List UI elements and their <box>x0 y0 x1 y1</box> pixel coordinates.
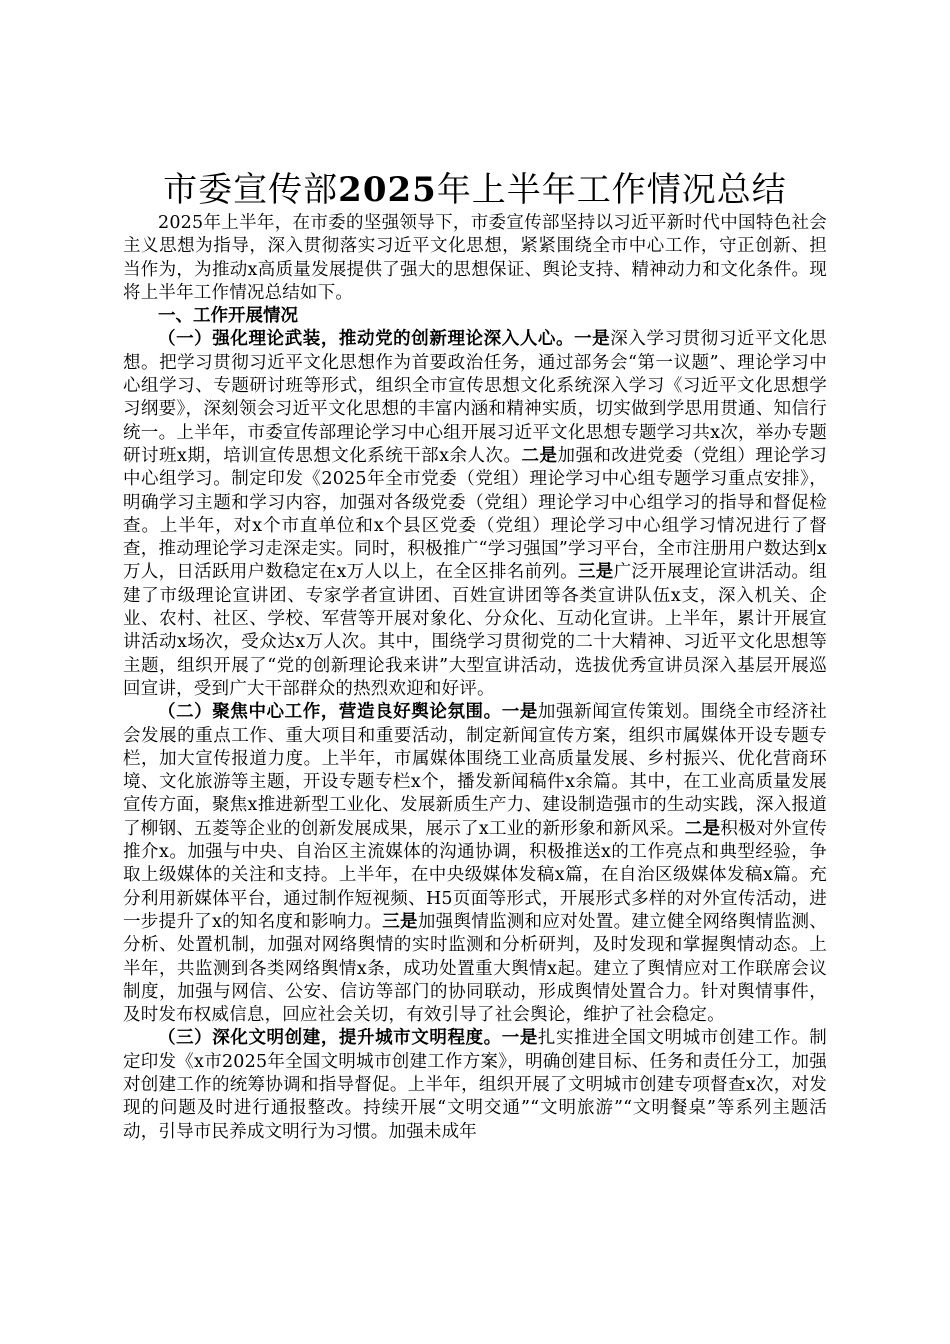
subsection-1-text-2: 加强和改进党委（党组）理论学习中心组学习。制定印发《2025年全市党委（党组）理论学习中心组专题学习重点安排》，明确学习主题和学习内容，加强对各级党委（党组）理论学习中心组学习的指导和督促检查。上半年，对x个市直单位和x个县区党委（党组）理论学习中心组学习情况进行了督查，推动理论学习走深走实。同时，积极推广“学习强国”学习平台，全市注册用户数达到x万人，日活跃用户数稳定在x万人以上，在全区排名前列。 <box>123 445 828 583</box>
subsection-2-text-2: 积极对外宣传推介x。加强与中央、自治区主流媒体的沟通协调，积极推送x的工作亮点和典型经验，争取上级媒体的关注和支持。上半年，在中央级媒体发稿x篇，在自治区级媒体发稿x篇。充分利用新媒体平台，通过制作短视频、H5页面等形式，开展形式多样的对外宣传活动，进一步提升了x的知名度和影响力。 <box>123 818 827 932</box>
title-year: 2025 <box>338 170 437 210</box>
subsection-2-text-1: 加强新闻宣传策划。围绕全市经济社会发展的重点工作、重大项目和重要活动，制定新闻宣传方案，组织市属媒体开设专题专栏，加大宣传报道力度。上半年，市属媒体围绕工业高质量发展、乡村振兴、优化营商环境、文化旅游等主题，开设专题专栏x个，播发新闻稿件x余篇。其中，在工业高质量发展宣传方面，聚焦x推进新型工业化、发展新质生产力、建设制造强市的生动实践，深入报道了柳钢、五菱等企业的创新发展成果，展示了x工业的新形象和新风采。 <box>123 702 827 839</box>
marker-third: 三是 <box>577 562 614 583</box>
title-part-1: 市委宣传部 <box>163 170 339 210</box>
subsection-1-lead: （一）强化理论武装，推动党的创新理论深入人心。 <box>158 329 575 350</box>
document-page <box>123 168 827 1144</box>
subsection-3-paragraph <box>123 1027 827 1143</box>
document-title <box>123 168 827 212</box>
marker-third: 三是 <box>382 911 418 932</box>
marker-first: 一是 <box>501 1028 538 1049</box>
subsection-2-text-3: 加强舆情监测和应对处置。建立健全网络舆情监测、分析、处置机制，加强对网络舆情的实时监测和分析研判，及时发现和掌握舆情动态。上半年，共监测到各类网络舆情x条，成功处置重大舆情x起。建立了舆情应对工作联席会议制度，加强与网信、公安、信访等部门的协同联动，形成舆情处置合力。针对舆情事件，及时发布权威信息，回应社会关切，有效引导了社会舆论，维护了社会稳定。 <box>123 911 827 1026</box>
section-heading-1: 一、工作开展情况 <box>158 306 298 327</box>
marker-second: 二是 <box>521 445 558 466</box>
subsection-1-text-1: 深入学习贯彻习近平文化思想。把学习贯彻习近平文化思想作为首要政治任务，通过部务会“第一议题”、理论学习中心组学习、专题研讨班等形式，组织全市宣传思想文化系统深入学习《习近平文化思想学习纲要》，深刻领会习近平文化思想的丰富内涵和精神实质，切实做到学思用贯通、知信行统一。上半年，市委宣传部理论学习中心组开展习近平文化思想专题学习共x次，举办专题研讨班x期，培训宣传思想文化系统干部x余人次。 <box>123 329 827 466</box>
marker-second: 二是 <box>684 818 721 839</box>
marker-first: 一是 <box>501 702 538 723</box>
subsection-3-text-1: 扎实推进全国文明城市创建工作。制定印发《x市2025年全国文明城市创建工作方案》，明确创建目标、任务和责任分工，加强对创建工作的统筹协调和指导督促。上半年，组织开展了文明城市创建专项督查x次，对发现的问题及时进行通报整改。持续开展“文明交通”“文明旅游”“文明餐桌”等系列主题活动，引导市民养成文明行为习惯。加强未成年 <box>123 1028 827 1142</box>
subsection-2-lead: （二）聚焦中心工作，营造良好舆论氛围。 <box>158 702 502 723</box>
subsection-1-paragraph <box>123 328 827 701</box>
subsection-3-lead: （三）深化文明创建，提升城市文明程度。 <box>158 1028 502 1049</box>
subsection-1-text-3: 广泛开展理论宣讲活动。组建了市级理论宣讲团、专家学者宣讲团、百姓宣讲团等各类宣讲队伍x支，深入机关、企业、农村、社区、学校、军营等开展对象化、分众化、互动化宣讲。上半年，累计开展宣讲活动x场次，受众达x万人次。其中，围绕学习贯彻党的二十大精神、习近平文化思想等主题，组织开展了“党的创新理论我来讲”大型宣讲活动，选拔优秀宣讲员深入基层开展巡回宣讲，受到广大干部群众的热烈欢迎和好评。 <box>123 562 827 699</box>
marker-first: 一是 <box>574 329 611 350</box>
title-part-2: 年上半年工作情况总结 <box>436 170 787 210</box>
subsection-2-paragraph <box>123 701 827 1027</box>
intro-paragraph: 2025年上半年，在市委的坚强领导下，市委宣传部坚持以习近平新时代中国特色社会主义思想为指导，深入贯彻落实习近平文化思想，紧紧围绕全市中心工作，守正创新、担当作为，为推动x高质量发展提供了强大的思想保证、舆论支持、精神动力和文化条件。现将上半年工作情况总结如下。 <box>123 213 827 303</box>
